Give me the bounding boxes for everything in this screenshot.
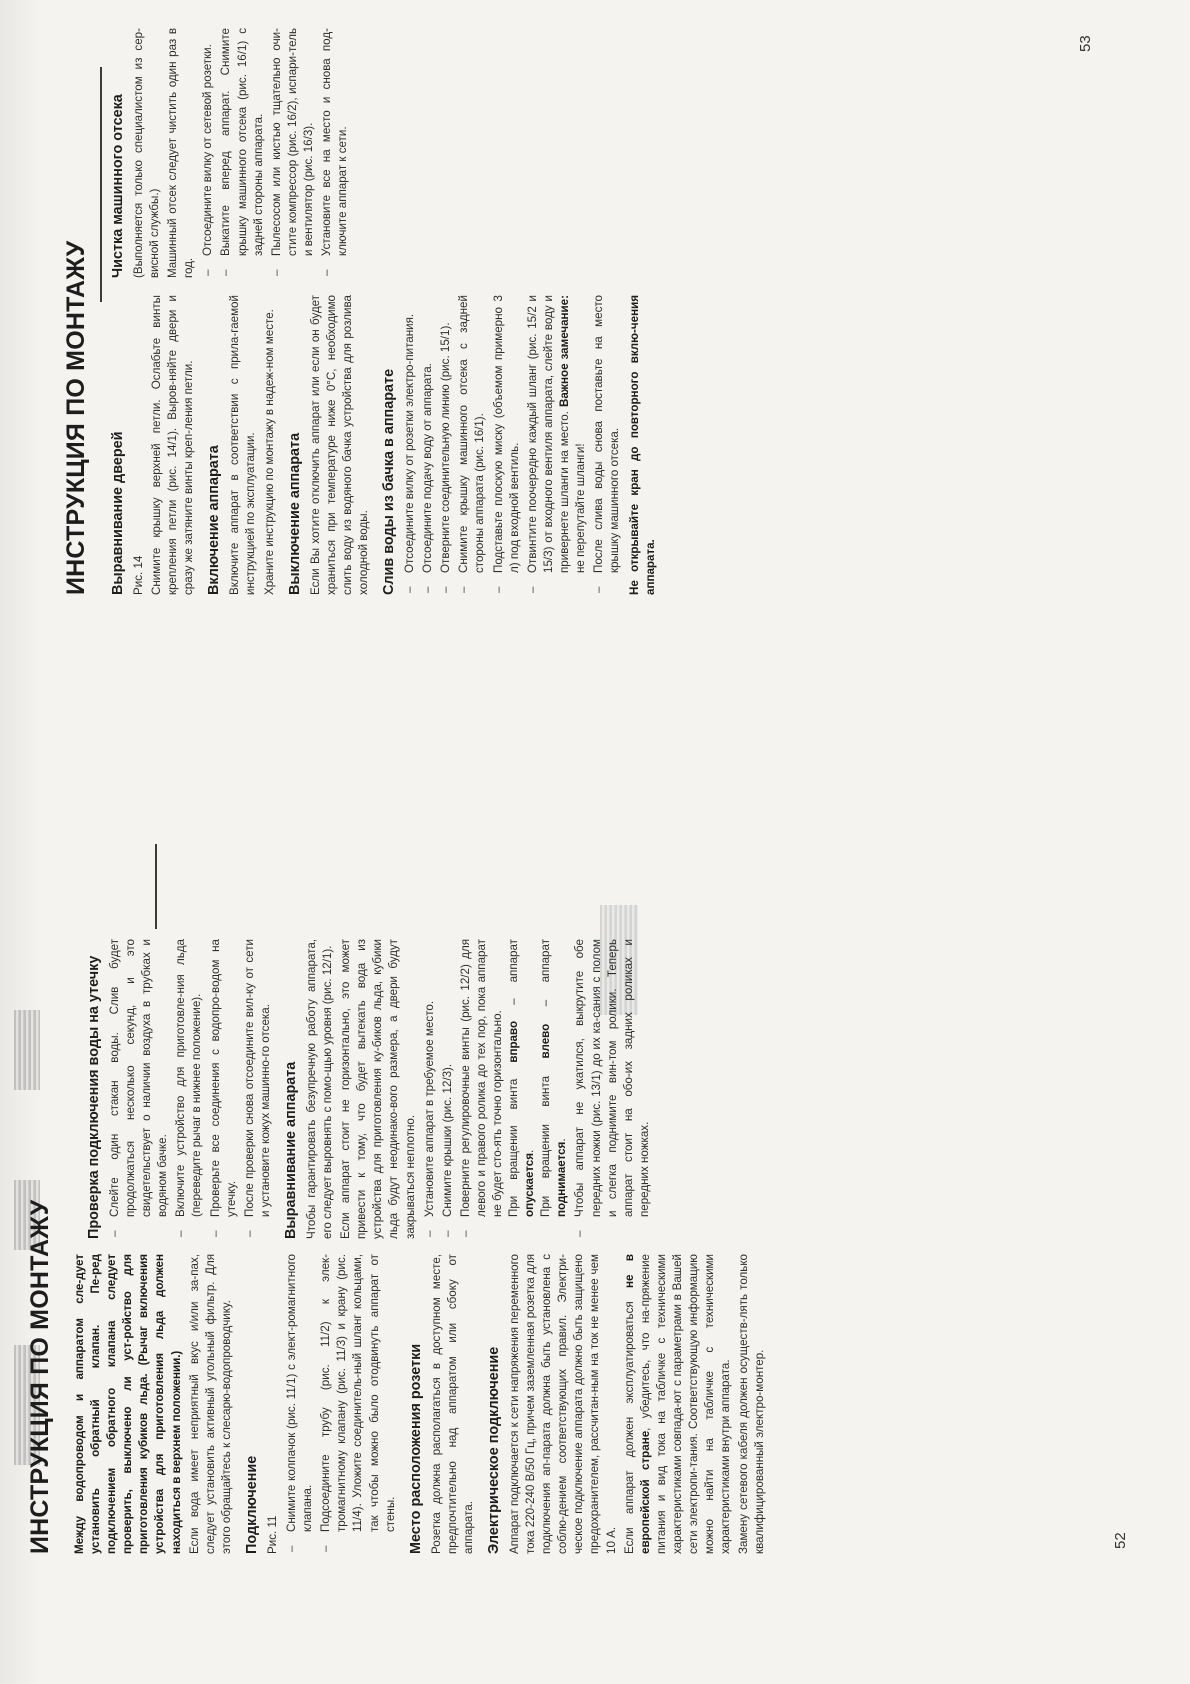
section-heading-cleaning: Чистка машинного отсека <box>110 94 126 278</box>
cleaning-text: Машинный отсек следует чистить один раз в год. <box>166 28 196 278</box>
right-column-1 <box>110 295 661 595</box>
list-item: – Поверните регулировочные винты (рис. 12/2) для левого и правого ролика до тех пор, пока аппарат не будет сто-ять точно горизонтально. При вращении винта вправо – аппарат опускается. При вращении винта влево – аппарат поднимается. <box>458 939 571 1239</box>
figure-ref: Рис. 14 <box>132 555 145 595</box>
title-rule <box>155 844 157 929</box>
leveling-warning-text: Если аппарат стоит не горизонтально, это может привести к тому, что будет вытекать вода из устройства для приготовления ку-биков льда, кубики льда будут неодинако-вого размера, а двери будут закрываться неплотно. <box>339 939 417 1239</box>
list-item: – Установите аппарат в требуемое место. <box>422 939 438 1239</box>
electric-text: Аппарат подключается к сети напряжения переменного тока 220-240 В/50 Гц, причем заземленная розетка для подключения ап-парата должна быть установлена с соблю-дением соответствующих правил. Электри-ческое подключение аппарата должно быть защищено предохранителем, рассчитан-ным на ток не менее чем 10 А. <box>507 1254 618 1554</box>
section-heading-switch-on: Включение аппарата <box>206 445 223 595</box>
list-item: – Пылесосом или кистью тщательно очи-стите компрессор (рис. 16/2), испари-тель и вентилятор (рис. 16/3). <box>269 28 317 278</box>
cable-replacement-text: Замену сетевого кабеля должен осуществ-лять только квалифицированный электро-монтер. <box>737 1254 767 1554</box>
page-number: 53 <box>1077 35 1094 52</box>
warning-text: Не открывайте кран до повторного вклю-чения аппарата. <box>628 295 658 595</box>
list-item: – После проверки снова отсоедините вил-ку от сети и установите кожух машинно-го отсека. <box>242 939 274 1239</box>
list-item: – Снимите колпачок (рис. 11/1) с элект-ромагнитного клапана. <box>284 1254 316 1554</box>
section-heading-switch-off: Выключение аппарата <box>286 432 303 595</box>
page-number: 52 <box>1112 1532 1129 1549</box>
section-heading-leak-check: Проверка подключения воды на утечку <box>86 955 102 1239</box>
list-item: – Отсоедините вилку от сетевой розетки. <box>200 28 216 278</box>
left-column-2 <box>86 939 657 1239</box>
list-item: – Проверьте все соединения с водопро-водом на утечку. <box>208 939 240 1239</box>
leak-check-steps <box>107 939 274 1239</box>
section-heading-drain: Слив воды из бачка в аппарате <box>381 368 398 595</box>
right-column-2 <box>110 28 355 278</box>
left-column-1 <box>72 1254 770 1554</box>
title-rule <box>100 67 102 302</box>
leveling-text: Чтобы гарантировать безупречную работу аппарата, его следует выровнять с помо-щью уровня (рис. 12/1). <box>304 939 335 1239</box>
service-note: (Выполняется только специалистом из сер-висной службы.) <box>132 28 162 278</box>
switch-off-text: Если Вы хотите отключить аппарат или если он будет храниться при температуре ниже 0°С, необходимо слить воду из водяного бачка устройства для розлива холодной воды. <box>308 295 370 595</box>
leveling-steps <box>422 939 653 1239</box>
keep-instructions-text: Храните инструкцию по монтажу в надеж-ном месте. <box>262 309 276 595</box>
cleaning-steps <box>200 28 351 278</box>
section-heading-connection: Подключение <box>243 1455 260 1554</box>
list-item: – Слейте один стакан воды. Слив будет продолжаться несколько секунд, и это свидетельствует о наличии воздуха в трубках и водяном бачке. <box>107 939 171 1239</box>
section-heading-electric: Электрическое подключение <box>485 1346 502 1554</box>
list-item: – Подсоедините трубу (рис. 11/2) к элек-тромагнитному клапану (рис. 11/3) и крану (рис. 11/4). Уложите соединитель-ный шланг кольцами, так чтобы можно было отодвинуть аппарат от стены. <box>318 1254 398 1554</box>
list-item: – После слива воды снова поставьте на место крышку машинного отсека. <box>591 295 623 595</box>
list-item: – Отсоедините вилку от розетки электро-питания. <box>402 295 418 595</box>
doors-text: Снимите крышку верхней петли. Ослабьте винты крепления петли (рис. 14/1). Выров-няйте двери и сразу же затяните винты креп-ления петли. <box>150 295 196 595</box>
list-item: – Подставьте плоскую миску (объемом примерно 3 л) под входной вентиль. <box>491 295 523 595</box>
list-item: – Отверните соединительную линию (рис. 15/1). <box>438 295 454 595</box>
electric-nonEU-text: Если аппарат должен эксплуатироваться не в европейской стране, убедитесь, что на-пряжение питания и вид тока на табличке с техническими характеристиками совпада-ют с параметрами в Вашей сети электропи-тания. Соответствующую информацию можно найти на табличке с техническими характеристиками внутри аппарата. <box>622 1254 733 1554</box>
list-item: – Установите все на место и снова под-ключите аппарат к сети. <box>319 28 351 278</box>
socket-text: Розетка должна располагаться в доступном месте, предпочтительно над аппаратом или сбоку от аппарата. <box>429 1254 475 1554</box>
switch-on-text: Включите аппарат в соответствии с прила-гаемой инструкцией по эксплуатации. <box>228 295 258 595</box>
list-item: – Отсоедините подачу воду от аппарата. <box>420 295 436 595</box>
list-item: – Снимите крышку машинного отсека с задней стороны аппарата (рис. 16/1). <box>456 295 488 595</box>
list-item: – Снимите крышки (рис. 12/3). <box>440 939 456 1239</box>
page-title: ИНСТРУКЦИЯ ПО МОНТАЖУ <box>26 1199 54 1554</box>
section-heading-socket: Место расположения розетки <box>407 1343 424 1554</box>
figure-ref: Рис. 11 <box>265 1515 279 1554</box>
drain-steps <box>402 295 623 595</box>
list-item: – Выкатите вперед аппарат. Снимите крышку машинного отсека (рис. 16/1) с задней стороны аппарата. <box>218 28 266 278</box>
list-item: – Включите устройство для приготовле-ния льда (переведите рычаг в нижнее положение). <box>173 939 205 1239</box>
list-item: – Чтобы аппарат не укатился, выкрутите обе передних ножки (рис. 13/1) до их ка-сания с полом и слегка поднимите вин-том ролики. Теперь аппарат стоит на обо-их задних роликах и передних ножках. <box>572 939 652 1239</box>
section-heading-doors: Выравнивание дверей <box>110 431 126 595</box>
page-title: ИНСТРУКЦИЯ ПО МОНТАЖУ <box>62 240 90 595</box>
intro-paragraph: Между водопроводом и аппаратом сле-дует установить обратный клапан. Пе-ред подключением обратного клапана следует проверить, выключено ли уст-ройство для приготовления кубиков льда. (Рычаг включения устройства для приготовления льда должен находиться в верхнем положении.) <box>73 1254 183 1554</box>
list-item: – Отвинтите поочередно каждый шланг (рис. 15/2 и 15/3) от входного вентиля аппарата, слейте воду и привернете шланги на место. Важное замечание: не перепутайте шланги! <box>525 295 589 595</box>
filter-note: Если вода имеет неприятный вкус и/или за-пах, следует установить активный угольный фильтр. Для этого обращайтесь к слесарю-водопроводчику. <box>187 1254 233 1554</box>
connection-steps <box>284 1254 399 1554</box>
page-52 <box>0 842 1190 1684</box>
section-heading-leveling: Выравнивание аппарата <box>282 1061 299 1239</box>
